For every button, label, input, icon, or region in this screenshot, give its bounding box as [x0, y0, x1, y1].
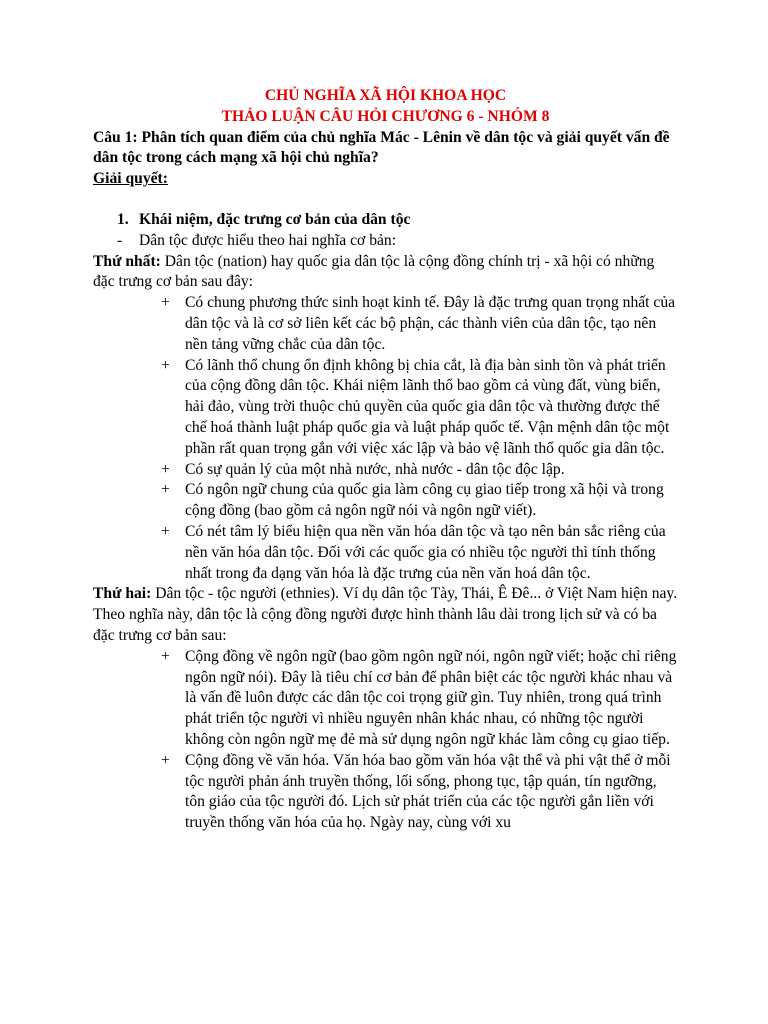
question-text: Câu 1: Phân tích quan điểm của chủ nghĩa Mác - Lênin về dân tộc và giải quyết vấn đề dân tộc trong cách mạng xã hội chủ nghĩa?	[93, 128, 670, 167]
list-item-text: Có nét tâm lý biểu hiện qua nền văn hóa dân tộc và tạo nên bản sắc riêng của nền văn hóa dân tộc. Đối với các quốc gia có nhiều tộc người thì tính thống nhất trong đa dạng văn hóa là đặc trưng của nền văn hoá dân tộc.	[185, 522, 666, 582]
second-meaning-paragraph	[93, 584, 678, 646]
list-item-text: Có sự quản lý của một nhà nước, nhà nước - dân tộc độc lập.	[185, 460, 565, 478]
plus-marker: +	[161, 647, 170, 665]
list-item-text: Có chung phương thức sinh hoạt kinh tế. Đây là đặc trưng quan trọng nhất của dân tộc và là cơ sở liên kết các bộ phận, các thành viên của dân tộc, tạo nên nền tảng vững chắc của dân tộc.	[185, 294, 676, 353]
list-item	[161, 647, 678, 751]
list-item-text: Cộng đồng về ngôn ngữ (bao gồm ngôn ngữ nói, ngôn ngữ viết; hoặc chỉ riêng ngôn ngữ nói). Đây là tiêu chí cơ bản để phân biệt các tộc người khác nhau và là vấn đề luôn được các dân tộc coi trọng giữ gìn. Tuy nhiên, trong quá trình phát triển tộc người vì nhiều nguyên nhân khác nhau, có những tộc người không còn ngôn ngữ mẹ đẻ mà sử dụng ngôn ngữ khác làm công cụ giao tiếp.	[185, 647, 677, 748]
plus-marker: +	[161, 356, 170, 374]
plus-marker: +	[161, 751, 170, 769]
plus-marker: +	[161, 522, 170, 540]
first-text: Dân tộc (nation) hay quốc gia dân tộc là cộng đồng chính trị - xã hội có những đặc trưng cơ bản sau đây:	[93, 252, 655, 291]
document-subtitle: THẢO LUẬN CÂU HỎI CHƯƠNG 6 - NHÓM 8	[221, 107, 550, 125]
list-item-text: Có ngôn ngữ chung của quốc gia làm công cụ giao tiếp trong xã hội và trong cộng đồng (bao gồm cả ngôn ngữ nói và ngôn ngữ viết).	[185, 481, 664, 520]
document-title: CHỦ NGHĨA XÃ HỘI KHOA HỌC	[264, 87, 507, 104]
list-item	[161, 522, 678, 584]
list-item-text: Cộng đồng về văn hóa. Văn hóa bao gồm văn hóa vật thể và phi vật thể ở mỗi tộc người phản ánh truyền thống, lối sống, phong tục, tập quán, tín ngưỡng, tôn giáo của tộc người đó. Lịch sử phát triển của các tộc người gắn liền với truyền thống văn hóa của họ. Ngày nay, cùng với xu	[185, 751, 671, 832]
dash-item	[117, 231, 678, 252]
document-page	[93, 86, 678, 834]
section-heading	[117, 210, 678, 231]
list-item	[161, 460, 678, 481]
dash-text: Dân tộc được hiểu theo hai nghĩa cơ bản:	[139, 231, 397, 249]
list-item	[161, 751, 678, 834]
solution-label: Giải quyết:	[93, 170, 168, 188]
dash-marker: -	[117, 231, 123, 249]
list-item	[161, 356, 678, 460]
first-meaning-paragraph	[93, 252, 678, 294]
plus-marker: +	[161, 460, 170, 478]
first-lead: Thứ nhất:	[93, 252, 161, 270]
plus-marker: +	[161, 481, 170, 499]
second-text: Dân tộc - tộc người (ethnies). Ví dụ dân tộc Tày, Thái, Ê Đê... ở Việt Nam hiện nay. Theo nghĩa này, dân tộc là cộng đồng người được hình thành lâu dài trong lịch sử và có ba đặc trưng cơ bản sau:	[93, 585, 678, 644]
list-item	[161, 293, 678, 355]
list-item-text: Có lãnh thổ chung ổn định không bị chia cắt, là địa bàn sinh tồn và phát triển của cộng đồng dân tộc. Khái niệm lãnh thổ bao gồm cả vùng đất, vùng biển, hải đảo, vùng trời thuộc chủ quyền của quốc gia dân tộc và thường được thể chế hoá thành luật pháp quốc gia và luật pháp quốc tế. Vận mệnh dân tộc một phần rất quan trọng gắn với việc xác lập và bảo vệ lãnh thổ quốc gia dân tộc.	[185, 356, 670, 457]
second-lead: Thứ hai:	[93, 585, 152, 603]
plus-marker: +	[161, 294, 170, 312]
list-item	[161, 480, 678, 522]
section-heading-text: Khái niệm, đặc trưng cơ bản của dân tộc	[139, 210, 411, 228]
spacer	[93, 190, 678, 210]
section-number: 1.	[117, 210, 129, 228]
